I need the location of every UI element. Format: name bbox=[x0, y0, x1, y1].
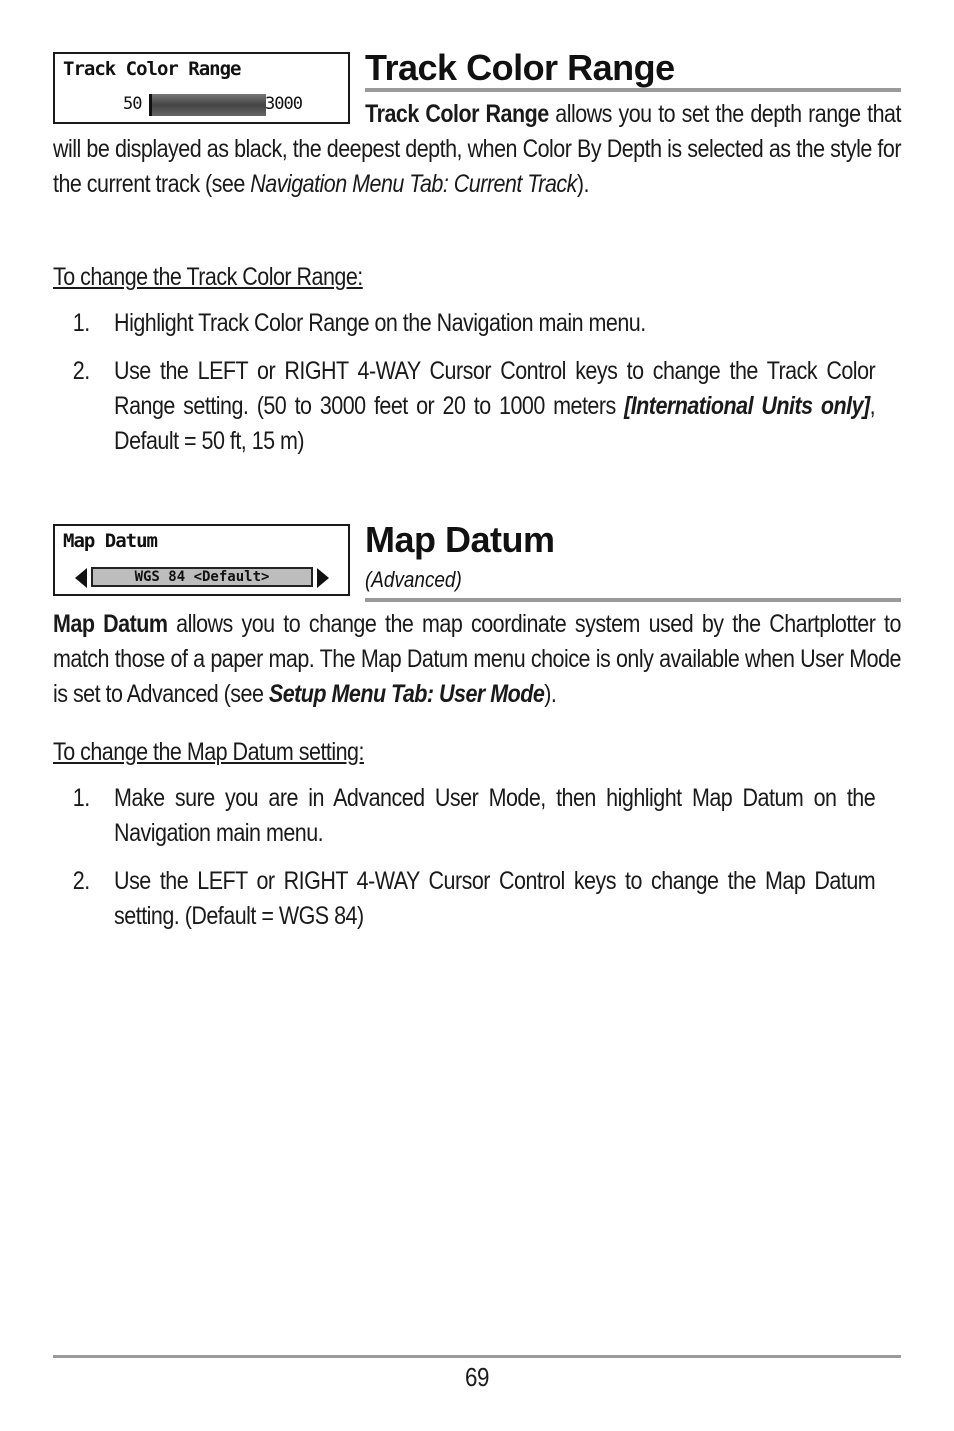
intro-bold-term-hidden: Track Color Range bbox=[365, 100, 549, 128]
step-item bbox=[53, 864, 875, 934]
range-low-label: 50 bbox=[123, 94, 142, 114]
heading-rule bbox=[365, 598, 901, 602]
step-number: 2. bbox=[72, 357, 90, 385]
map-datum-menu-box bbox=[53, 524, 350, 596]
step-text: Use the LEFT or RIGHT 4-WAY Cursor Control keys to change the Map Datum setting. (Default = WGS 84) bbox=[114, 867, 876, 930]
step-italic-note: [International Units only] bbox=[624, 392, 870, 420]
step-number: 1. bbox=[72, 784, 90, 812]
range-high-label: 3000 bbox=[265, 94, 302, 114]
step-item bbox=[53, 306, 875, 341]
heading-rule bbox=[365, 88, 901, 92]
footer-rule bbox=[53, 1355, 901, 1358]
intro-text: allows you to set the depth range that will be displayed as black, the deepest depth, when Color By Depth is selected as the style for the current track (see bbox=[53, 100, 901, 198]
step-item bbox=[53, 781, 875, 851]
arrow-right-icon[interactable] bbox=[317, 568, 329, 588]
step-number: 1. bbox=[72, 309, 90, 337]
intro-bold-term: Map Datum bbox=[53, 610, 168, 638]
map-datum-intro bbox=[53, 607, 901, 712]
procedure-title: To change the Map Datum setting: bbox=[53, 738, 364, 766]
step-number: 2. bbox=[72, 867, 90, 895]
section-heading: Track Color Range bbox=[365, 47, 675, 88]
track-color-range-procedure-title bbox=[53, 260, 901, 295]
intro-reference: Setup Menu Tab: User Mode bbox=[268, 680, 545, 708]
step-text: Make sure you are in Advanced User Mode, then highlight Map Datum on the Navigation main menu. bbox=[114, 784, 876, 847]
track-color-range-intro bbox=[53, 97, 901, 202]
menu-box-title: Track Color Range bbox=[63, 58, 241, 80]
step-text: Use the LEFT or RIGHT 4-WAY Cursor Control keys to change the Track Color Range setting. (50 to 3000 feet or 20 to 1000 meters bbox=[114, 357, 876, 420]
intro-reference: Navigation Menu Tab: Current Track bbox=[250, 170, 577, 198]
step-text: Highlight Track Color Range on the Navigation main menu. bbox=[114, 309, 646, 337]
intro-end: ). bbox=[576, 170, 589, 198]
intro-text: allows you to change the map coordinate system used by the Chartplotter to match those of a paper map. The Map Datum menu choice is only available when User Mode is set to Advanced (see bbox=[53, 610, 901, 708]
arrow-left-icon[interactable] bbox=[75, 568, 87, 588]
section-heading: Map Datum bbox=[365, 519, 555, 560]
step-item bbox=[53, 354, 875, 459]
track-color-range-steps bbox=[53, 306, 875, 459]
intro-end: ). bbox=[544, 680, 557, 708]
datum-select-field[interactable]: WGS 84 <Default> bbox=[91, 567, 313, 587]
map-datum-steps bbox=[53, 781, 875, 934]
menu-box-title: Map Datum bbox=[63, 530, 157, 552]
map-datum-procedure-title bbox=[53, 735, 901, 770]
procedure-title: To change the Track Color Range: bbox=[53, 263, 363, 291]
section-subtitle: (Advanced) bbox=[365, 567, 462, 592]
page-number bbox=[0, 1362, 954, 1393]
step-text-end: , Default = 50 ft, 15 m) bbox=[114, 392, 876, 455]
page-number-text: 69 bbox=[464, 1362, 489, 1392]
